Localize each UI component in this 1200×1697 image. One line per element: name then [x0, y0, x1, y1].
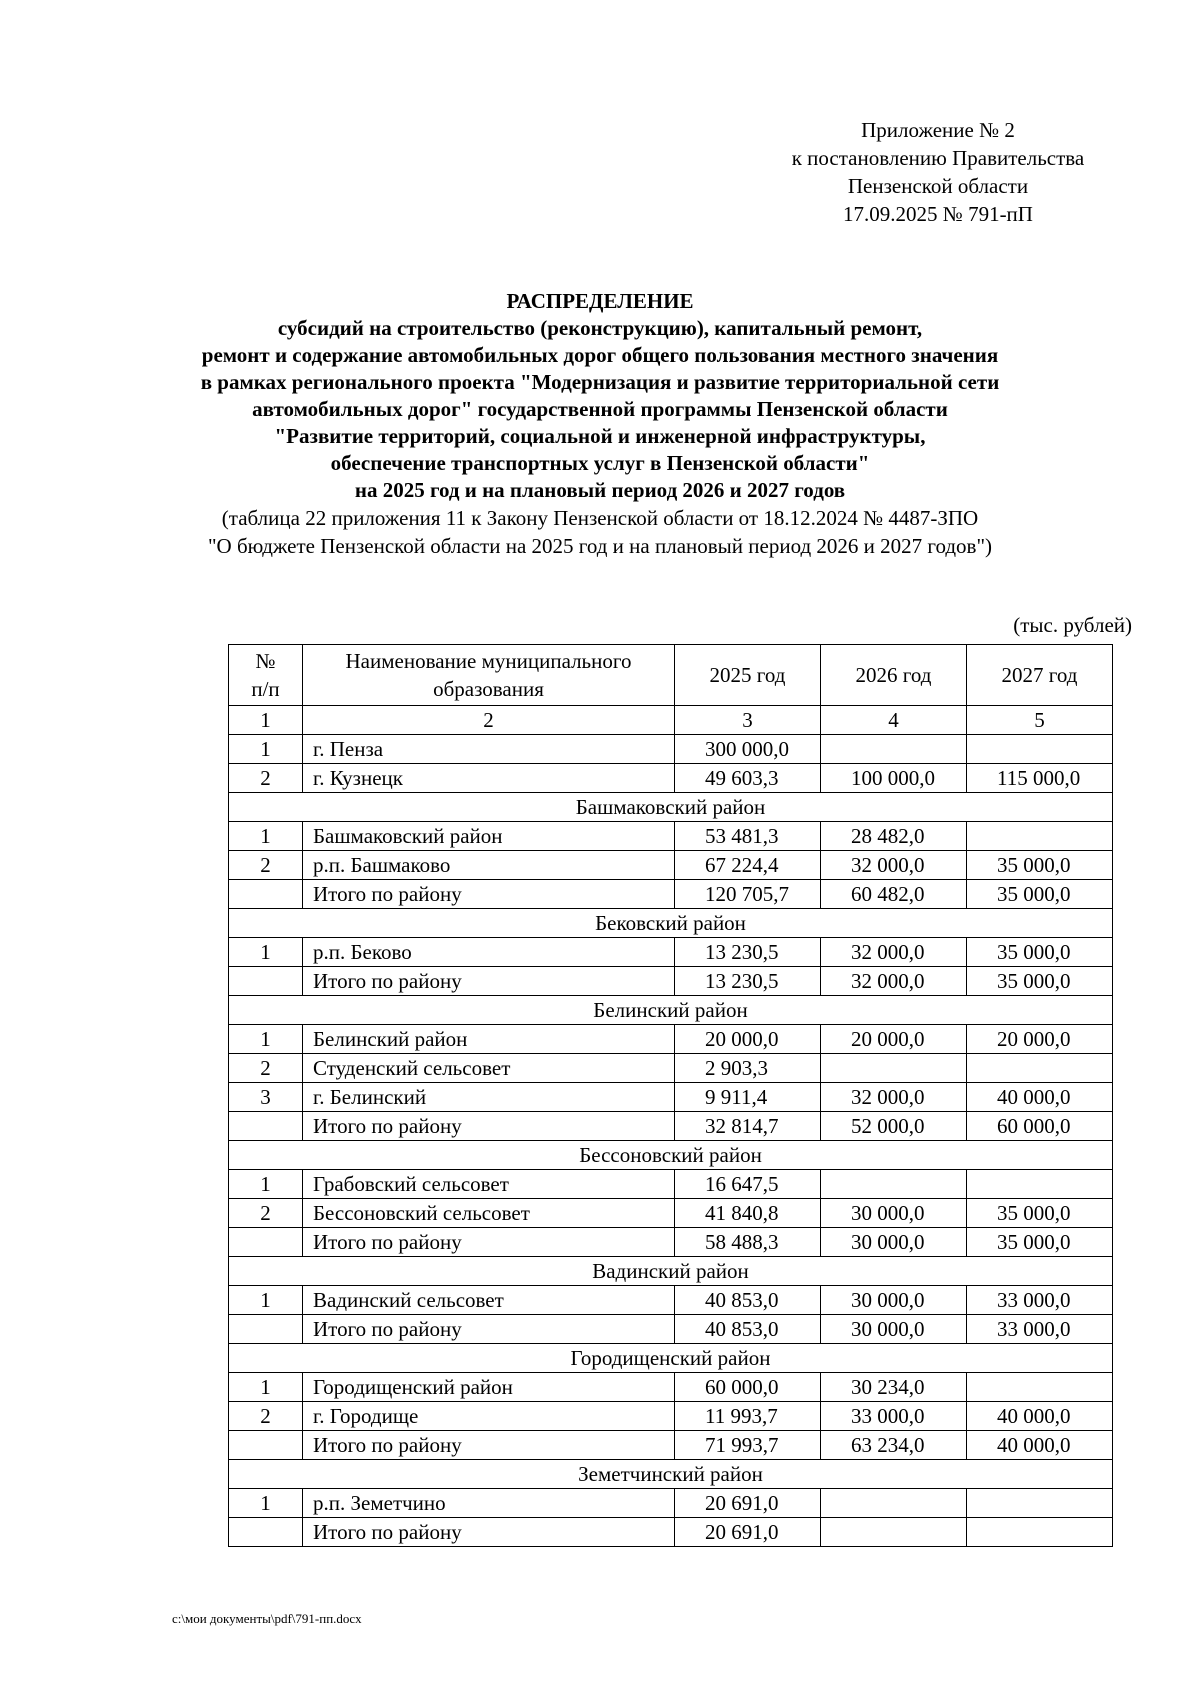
cell-municipality: р.п. Земетчино: [303, 1489, 675, 1518]
cell-number: 2: [229, 764, 303, 793]
title-line: ремонт и содержание автомобильных дорог общего пользования местного значения: [201, 343, 999, 367]
table-header-row: [229, 645, 1113, 706]
district-section-title: Городищенский район: [229, 1344, 1113, 1373]
cell-2025: 71 993,7: [675, 1431, 821, 1460]
district-section-row: [229, 1344, 1113, 1373]
cell-2027: [967, 1489, 1113, 1518]
header-num: № п/п: [229, 645, 303, 706]
table-row: [229, 851, 1113, 880]
cell-municipality: г. Белинский: [303, 1083, 675, 1112]
cell-2027: [967, 822, 1113, 851]
cell-number: [229, 1518, 303, 1547]
cell-number: [229, 1112, 303, 1141]
cell-municipality: Белинский район: [303, 1025, 675, 1054]
appendix-region: Пензенской области: [847, 174, 1029, 198]
cell-number: [229, 1315, 303, 1344]
cell-number: 1: [229, 938, 303, 967]
table-row: [229, 967, 1113, 996]
district-section-title: Белинский район: [229, 996, 1113, 1025]
cell-number: 2: [229, 1402, 303, 1431]
cell-2026: [821, 1518, 967, 1547]
cell-2025: 11 993,7: [675, 1402, 821, 1431]
header-2026: 2026 год: [821, 645, 967, 706]
cell-2027: [967, 1518, 1113, 1547]
cell-number: 1: [229, 1373, 303, 1402]
cell-2026: [821, 1489, 967, 1518]
cell-2026: 32 000,0: [821, 1083, 967, 1112]
cell-2025: 13 230,5: [675, 938, 821, 967]
appendix-header: [728, 116, 1148, 228]
cell-2027: [967, 1054, 1113, 1083]
cell-2026: 32 000,0: [821, 851, 967, 880]
cell-municipality: Грабовский сельсовет: [303, 1170, 675, 1199]
cell-number: 3: [229, 1083, 303, 1112]
district-section-row: [229, 996, 1113, 1025]
cell-2027: 40 000,0: [967, 1083, 1113, 1112]
cell-2026: 30 000,0: [821, 1228, 967, 1257]
header-2025: 2025 год: [675, 645, 821, 706]
title-line: "Развитие территорий, социальной и инженерной инфраструктуры,: [274, 424, 926, 448]
cell-municipality: г. Кузнецк: [303, 764, 675, 793]
cell-2027: 33 000,0: [967, 1315, 1113, 1344]
cell-municipality: р.п. Беково: [303, 938, 675, 967]
table-row: [229, 1170, 1113, 1199]
table-row: [229, 938, 1113, 967]
cell-2027: 35 000,0: [967, 1228, 1113, 1257]
cell-2025: 49 603,3: [675, 764, 821, 793]
title-line: автомобильных дорог" государственной программы Пензенской области: [252, 397, 948, 421]
header-name: Наименование муниципального образования: [303, 645, 675, 706]
table-row: [229, 1199, 1113, 1228]
cell-2027: 40 000,0: [967, 1431, 1113, 1460]
cell-municipality: р.п. Башмаково: [303, 851, 675, 880]
cell-2027: 35 000,0: [967, 851, 1113, 880]
cell-2025: 16 647,5: [675, 1170, 821, 1199]
cell-2026: 30 000,0: [821, 1286, 967, 1315]
cell-2025: 20 691,0: [675, 1489, 821, 1518]
cell-2026: 33 000,0: [821, 1402, 967, 1431]
district-section-row: [229, 1460, 1113, 1489]
column-number: 1: [229, 706, 303, 735]
appendix-decree: к постановлению Правительства: [791, 146, 1085, 170]
title-line: обеспечение транспортных услуг в Пензенской области": [330, 451, 870, 475]
cell-2025: 20 000,0: [675, 1025, 821, 1054]
cell-number: 1: [229, 1025, 303, 1054]
cell-2025: 120 705,7: [675, 880, 821, 909]
appendix-date-number: 17.09.2025 № 791-пП: [843, 202, 1033, 226]
cell-number: 1: [229, 1170, 303, 1199]
cell-2027: 35 000,0: [967, 1199, 1113, 1228]
cell-2026: 100 000,0: [821, 764, 967, 793]
table-row: [229, 1315, 1113, 1344]
cell-2026: 32 000,0: [821, 938, 967, 967]
title-line: субсидий на строительство (реконструкцию), капитальный ремонт,: [277, 316, 923, 340]
cell-municipality: г. Пенза: [303, 735, 675, 764]
cell-2025: 13 230,5: [675, 967, 821, 996]
cell-2025: 41 840,8: [675, 1199, 821, 1228]
table-row: [229, 1286, 1113, 1315]
cell-number: [229, 1228, 303, 1257]
column-number: 3: [675, 706, 821, 735]
document-heading: РАСПРЕДЕЛЕНИЕ: [506, 289, 694, 313]
cell-2027: 35 000,0: [967, 880, 1113, 909]
table-row: [229, 822, 1113, 851]
cell-municipality: Итого по району: [303, 1228, 675, 1257]
cell-number: 1: [229, 1286, 303, 1315]
cell-municipality: Итого по району: [303, 1112, 675, 1141]
title-note-line: (таблица 22 приложения 11 к Закону Пензенской области от 18.12.2024 № 4487-ЗПО: [221, 506, 979, 530]
cell-municipality: Студенский сельсовет: [303, 1054, 675, 1083]
cell-2027: 35 000,0: [967, 967, 1113, 996]
title-note-line: "О бюджете Пензенской области на 2025 год и на плановый период 2026 и 2027 годов"): [207, 534, 993, 558]
cell-2026: 28 482,0: [821, 822, 967, 851]
table-row: [229, 1054, 1113, 1083]
header-2027: 2027 год: [967, 645, 1113, 706]
cell-2026: [821, 735, 967, 764]
file-path-footer: c:\мои документы\pdf\791-пп.docx: [172, 1611, 362, 1626]
cell-2027: 35 000,0: [967, 938, 1113, 967]
cell-municipality: Итого по району: [303, 1315, 675, 1344]
cell-2025: 2 903,3: [675, 1054, 821, 1083]
cell-municipality: г. Городище: [303, 1402, 675, 1431]
cell-2025: 67 224,4: [675, 851, 821, 880]
table-row: [229, 1431, 1113, 1460]
table-row: [229, 880, 1113, 909]
cell-2025: 40 853,0: [675, 1315, 821, 1344]
cell-municipality: Итого по району: [303, 967, 675, 996]
district-section-title: Бековский район: [229, 909, 1113, 938]
cell-number: 2: [229, 851, 303, 880]
cell-2026: 30 000,0: [821, 1315, 967, 1344]
cell-2027: 60 000,0: [967, 1112, 1113, 1141]
cell-2026: 20 000,0: [821, 1025, 967, 1054]
table-row: [229, 764, 1113, 793]
table-row: [229, 1228, 1113, 1257]
table-row: [229, 735, 1113, 764]
cell-2025: 60 000,0: [675, 1373, 821, 1402]
district-section-title: Вадинский район: [229, 1257, 1113, 1286]
cell-municipality: Башмаковский район: [303, 822, 675, 851]
table-row: [229, 1083, 1113, 1112]
cell-2026: 52 000,0: [821, 1112, 967, 1141]
title-line: в рамках регионального проекта "Модернизация и развитие территориальной сети: [200, 370, 1000, 394]
district-section-title: Бессоновский район: [229, 1141, 1113, 1170]
cell-2025: 20 691,0: [675, 1518, 821, 1547]
cell-municipality: Вадинский сельсовет: [303, 1286, 675, 1315]
cell-number: 1: [229, 735, 303, 764]
district-section-row: [229, 1141, 1113, 1170]
cell-2027: [967, 735, 1113, 764]
cell-2025: 300 000,0: [675, 735, 821, 764]
cell-2026: [821, 1054, 967, 1083]
cell-2026: [821, 1170, 967, 1199]
cell-2025: 53 481,3: [675, 822, 821, 851]
cell-2027: 40 000,0: [967, 1402, 1113, 1431]
table-row: [229, 1025, 1113, 1054]
table-row: [229, 1112, 1113, 1141]
table-row: [229, 1402, 1113, 1431]
cell-2026: 60 482,0: [821, 880, 967, 909]
column-number: 2: [303, 706, 675, 735]
cell-2026: 32 000,0: [821, 967, 967, 996]
cell-number: 1: [229, 822, 303, 851]
distribution-table: [228, 644, 1113, 1547]
cell-2027: 33 000,0: [967, 1286, 1113, 1315]
cell-2027: 20 000,0: [967, 1025, 1113, 1054]
cell-number: [229, 1431, 303, 1460]
cell-2025: 9 911,4: [675, 1083, 821, 1112]
cell-2027: [967, 1170, 1113, 1199]
column-number: 4: [821, 706, 967, 735]
title-line: на 2025 год и на плановый период 2026 и 2027 годов: [354, 478, 846, 502]
district-section-row: [229, 793, 1113, 822]
cell-2027: 115 000,0: [967, 764, 1113, 793]
cell-municipality: Итого по району: [303, 880, 675, 909]
cell-2026: 30 234,0: [821, 1373, 967, 1402]
table-row: [229, 1373, 1113, 1402]
cell-number: 1: [229, 1489, 303, 1518]
column-number: 5: [967, 706, 1113, 735]
units-label: (тыс. рублей): [1013, 613, 1132, 637]
cell-2025: 58 488,3: [675, 1228, 821, 1257]
cell-2025: 32 814,7: [675, 1112, 821, 1141]
cell-municipality: Городищенский район: [303, 1373, 675, 1402]
appendix-number: Приложение № 2: [861, 118, 1015, 142]
table-row: [229, 1489, 1113, 1518]
column-number-row: [229, 706, 1113, 735]
cell-number: [229, 967, 303, 996]
district-section-row: [229, 1257, 1113, 1286]
cell-municipality: Итого по району: [303, 1431, 675, 1460]
document-title-block: [120, 288, 1080, 560]
cell-number: [229, 880, 303, 909]
district-section-title: Башмаковский район: [229, 793, 1113, 822]
cell-2027: [967, 1373, 1113, 1402]
cell-2026: 63 234,0: [821, 1431, 967, 1460]
cell-2026: 30 000,0: [821, 1199, 967, 1228]
district-section-row: [229, 909, 1113, 938]
cell-number: 2: [229, 1054, 303, 1083]
cell-municipality: Итого по району: [303, 1518, 675, 1547]
cell-municipality: Бессоновский сельсовет: [303, 1199, 675, 1228]
district-section-title: Земетчинский район: [229, 1460, 1113, 1489]
cell-number: 2: [229, 1199, 303, 1228]
table-row: [229, 1518, 1113, 1547]
cell-2025: 40 853,0: [675, 1286, 821, 1315]
